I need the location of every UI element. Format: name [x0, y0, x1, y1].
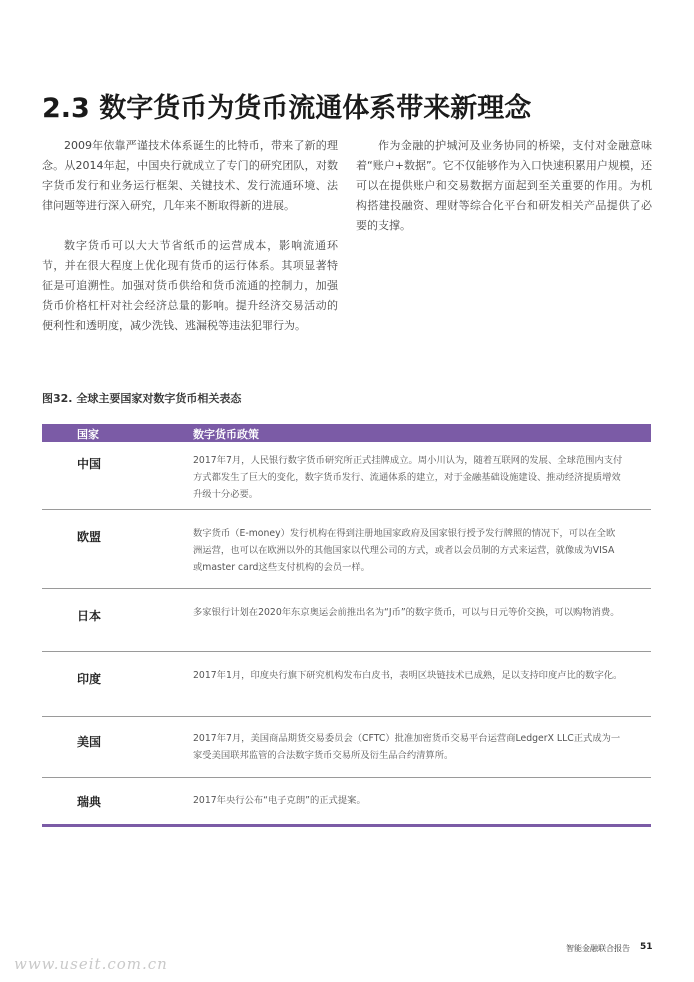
table-row [42, 717, 651, 778]
footer-report-name: 智能金融联合报告 [566, 944, 630, 953]
table-row [42, 589, 651, 652]
watermark: www.useit.com.cn [14, 955, 168, 973]
table-header [42, 424, 651, 442]
policy-cell: 数字货币（E-money）发行机构在得到注册地国家政府及国家银行授予发行牌照的情况下，可以在全欧洲运营，也可以在欧洲以外的其他国家以代理公司的方式，或者以会员制的方式来运营，就像成为VISA或master card这些支付机构的会员一样。 [193, 528, 616, 573]
country-cell: 美国 [77, 735, 102, 749]
paragraph: 数字货币可以大大节省纸币的运营成本，影响流通环节，并在很大程度上优化现有货币的运行体系。其项显著特征是可追溯性。加强对货币供给和货币流通的控制力，加强货币价格杠杆对社会经济总量的影响。提升经济交易活动的便利性和透明度，减少洗钱、逃漏税等违法犯罪行为。 [42, 239, 338, 332]
body-column-right [356, 136, 652, 256]
policy-table [42, 424, 651, 827]
country-cell: 欧盟 [77, 530, 102, 544]
page-number: 51 [640, 942, 653, 952]
country-cell: 瑞典 [77, 795, 102, 809]
policy-cell: 多家银行计划在2020年东京奥运会前推出名为“J币”的数字货币，可以与日元等价交换，可以购物消费。 [193, 607, 620, 618]
paragraph: 作为金融的护城河及业务协同的桥梁，支付对金融意味着“账户+数据”。它不仅能够作为入口快速积累用户规模，还可以在提供账户和交易数据方面起到至关重要的作用。为机构搭建投融资、理财等综合化平台和研发相关产品提供了必要的支撑。 [356, 139, 652, 232]
table-row [42, 652, 651, 717]
figure-caption: 图32. 全球主要国家对数字货币相关表态 [42, 392, 242, 405]
country-cell: 中国 [77, 457, 102, 471]
policy-cell: 2017年7月，人民银行数字货币研究所正式挂牌成立。周小川认为，随着互联网的发展、全球范围内支付方式都发生了巨大的变化，数字货币发行、流通体系的建立，对于金融基础设施建设、推动经济提质增效升级十分必要。 [193, 455, 623, 500]
column-header-country: 国家 [77, 428, 99, 441]
table-row [42, 510, 651, 589]
policy-cell: 2017年7月，美国商品期货交易委员会（CFTC）批准加密货币交易平台运营商LedgerX LLC正式成为一家受美国联邦监管的合法数字货币交易所及衍生品合约清算所。 [193, 733, 621, 761]
column-header-policy: 数字货币政策 [193, 428, 259, 441]
policy-cell: 2017年央行公布“电子克朗”的正式提案。 [193, 795, 366, 806]
table-row [42, 778, 651, 827]
country-cell: 印度 [77, 672, 102, 686]
table-row [42, 442, 651, 510]
paragraph: 2009年依靠严谨技术体系诞生的比特币，带来了新的理念。从2014年起，中国央行就成立了专门的研究团队，对数字货币发行和业务运行框架、关键技术、发行流通环境、法律问题等进行深入研究，几年来不断取得新的进展。 [42, 139, 338, 212]
body-column-left [42, 136, 338, 356]
policy-cell: 2017年1月，印度央行旗下研究机构发布白皮书，表明区块链技术已成熟，足以支持印度卢比的数字化。 [193, 670, 623, 681]
page-title: 2.3 数字货币为货币流通体系带来新理念 [42, 93, 532, 124]
country-cell: 日本 [77, 609, 102, 623]
